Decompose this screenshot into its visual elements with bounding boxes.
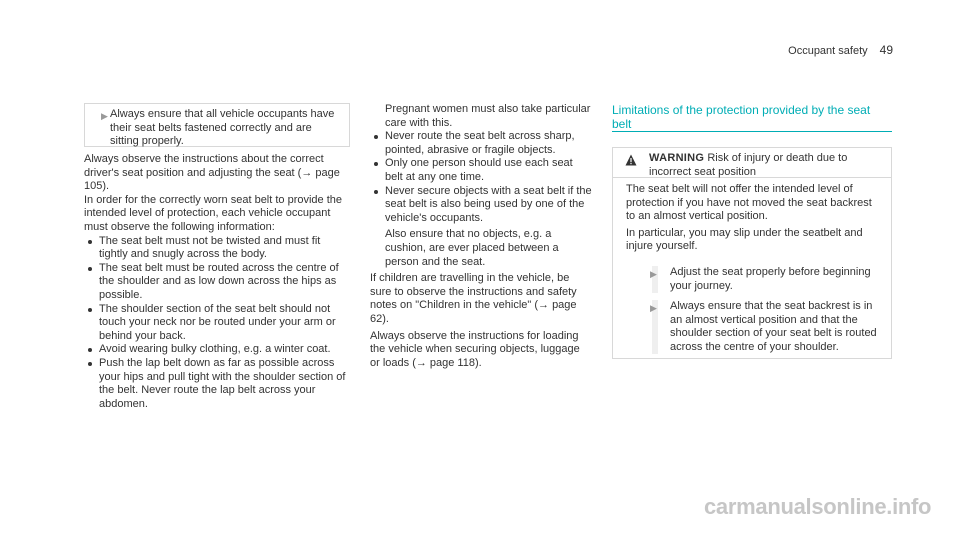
col2-paragraph-3: Always observe the instructions for loading the vehicle when securing objects, luggage or loads (→ page 118).: [370, 329, 580, 369]
triangle-right-icon: ▶: [650, 303, 657, 313]
list-item: Avoid wearing bulky clothing, e.g. a winter coat.: [84, 343, 352, 357]
col2-paragraph-1: Pregnant women must also take particular care with this.: [385, 103, 591, 129]
section-name: Occupant safety: [788, 45, 868, 57]
section-title: Limitations of the protection provided by the seat belt: [612, 103, 871, 131]
action-item: ▶ Always ensure that the seat backrest is in an almost vertical position and that the shoulder section of your seat belt is routed across the centre of your shoulder.: [650, 300, 877, 353]
warning-box: [612, 147, 892, 359]
warning-body-2: In particular, you may slip under the seatbelt and injure yourself.: [626, 226, 863, 253]
warning-body: [626, 183, 884, 254]
page-header: [760, 44, 893, 59]
warning-message: Risk of injury or death due to incorrect seat position: [649, 152, 848, 178]
warning-label: WARNING: [649, 152, 705, 164]
triangle-right-icon: ▶: [650, 269, 657, 279]
list-item: Only one person should use each seat belt at any one time.: [370, 157, 592, 184]
bullet-extra: Also ensure that no objects, e.g. a cushion, are ever placed between a person and the seat.: [385, 228, 559, 268]
warning-body-1: The seat belt will not offer the intended level of protection if you have not moved the seat backrest to an almost vertical position.: [626, 183, 872, 223]
col2-paragraph-2: If children are travelling in the vehicle, be sure to observe the instructions and safety notes on "Children in the vehicle" (→ page 62).: [370, 272, 577, 325]
col1-body: [84, 153, 352, 411]
col2-body: [370, 103, 592, 370]
page-number: 49: [879, 43, 893, 57]
list-item: The seat belt must be routed across the centre of the shoulder and as low down across the hips as possible.: [84, 262, 352, 303]
warning-header: [613, 148, 891, 178]
list-item: The shoulder section of the seat belt should not touch your neck nor be routed under your arm or behind your back.: [84, 303, 352, 344]
note-box: [84, 103, 350, 147]
list-item: The seat belt must not be twisted and must fit tightly and snugly across the body.: [84, 235, 352, 262]
list-item: Never secure objects with a seat belt if the seat belt is also being used by one of the vehicle's occupants.: [370, 185, 592, 226]
list-item: Never route the seat belt across sharp, pointed, abrasive or fragile objects.: [370, 130, 592, 157]
watermark-logo: carmanualsonline.info: [704, 494, 932, 519]
warning-icon: [625, 154, 637, 166]
list-item: Push the lap belt down as far as possible across your hips and pull tight with the shoulder section of the belt. Never route the lap belt across your abdomen.: [84, 357, 352, 411]
warning-text: [649, 152, 884, 179]
col1-paragraph-1: Always observe the instructions about the correct driver's seat position and adjusting the seat (→ page 105).: [84, 153, 340, 193]
note-text: Always ensure that all vehicle occupants have their seat belts fastened correctly and are sitting properly.: [110, 108, 335, 148]
triangle-right-icon: ▶: [101, 111, 108, 121]
action-item: ▶ Adjust the seat properly before beginning your journey.: [652, 266, 877, 293]
col1-paragraph-2: In order for the correctly worn seat belt to provide the intended level of protection, each vehicle occupant must observe the following information:: [84, 193, 343, 233]
section-divider: [612, 131, 892, 132]
